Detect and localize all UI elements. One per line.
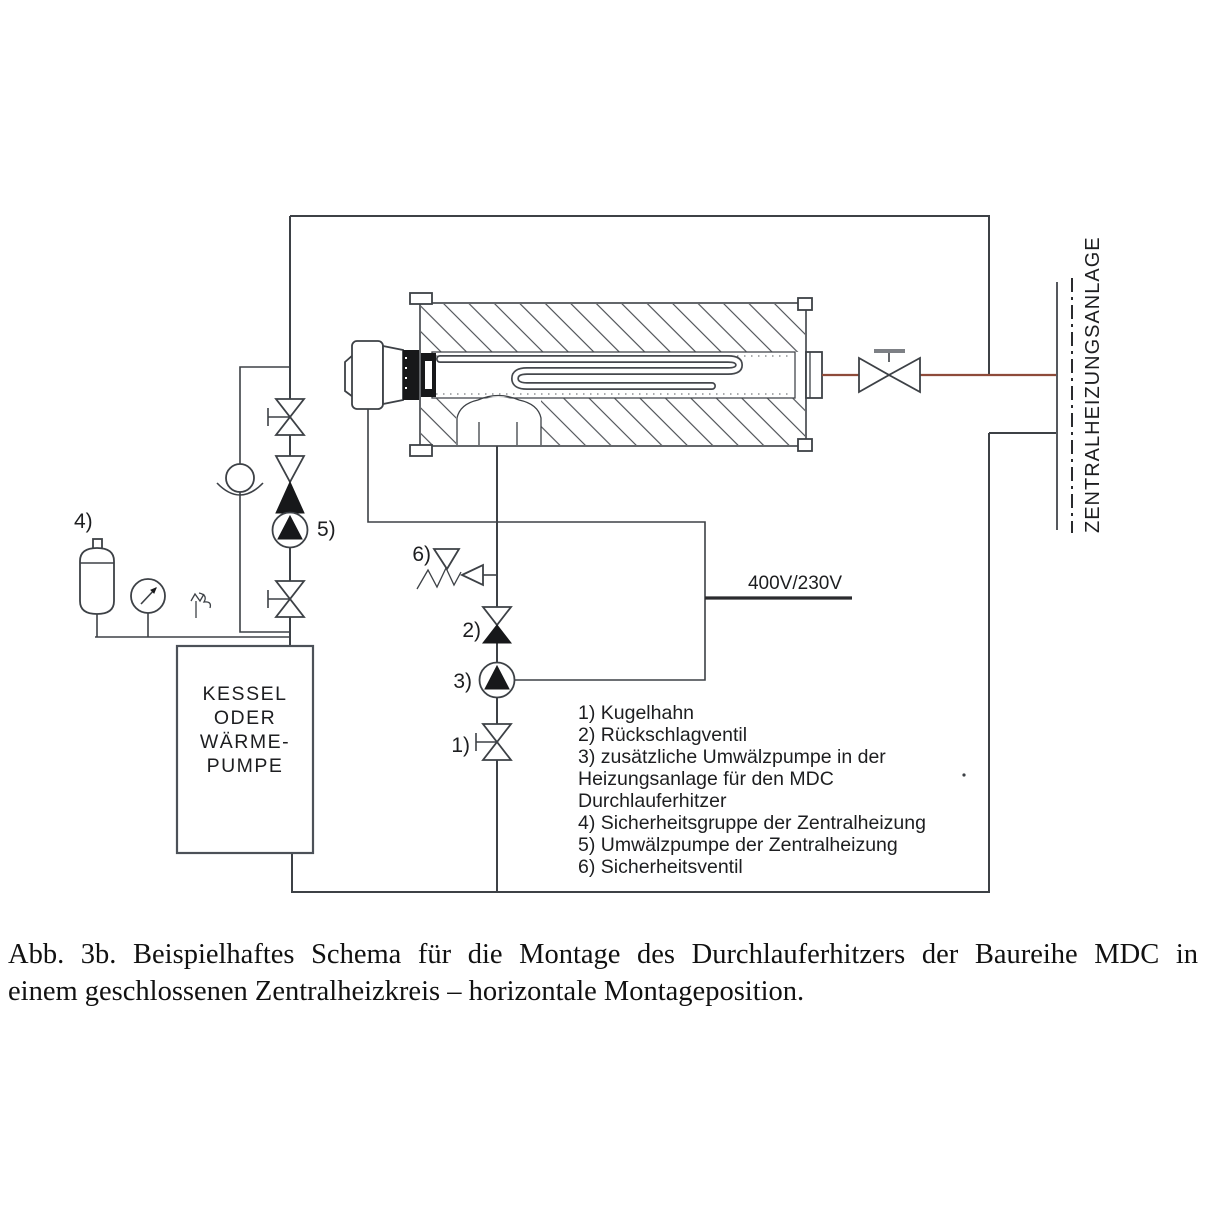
caption-line-2: einem geschlossenen Zentralheizkreis – horizontale Montageposition.: [8, 976, 805, 1007]
ball-valve-outlet: [859, 351, 920, 392]
wall-label: ZENTRALHEIZUNGSANLAGE: [1082, 236, 1104, 533]
air-vent-valve: [191, 593, 210, 618]
legend: [578, 702, 926, 878]
pressure-gauge: [131, 579, 165, 637]
power-label: 400V/230V: [747, 573, 843, 594]
check-valve-2: [483, 607, 511, 643]
boiler-label-1: KESSEL: [202, 683, 288, 705]
expansion-vessel: [80, 539, 114, 637]
boiler-label-3: WÄRME-: [199, 731, 291, 753]
marker-1: 1): [451, 734, 470, 757]
safety-group-header-pipe: [95, 637, 290, 646]
flow-heater-mdc: [345, 293, 822, 456]
sensor-symbol: [217, 464, 263, 495]
boiler-box: [177, 646, 313, 853]
marker-2: 2): [462, 619, 481, 642]
legend-line-8: 6) Sicherheitsventil: [578, 856, 743, 878]
stray-dot: [962, 773, 965, 776]
legend-line-5: Durchlauferhitzer: [578, 790, 727, 812]
legend-line-4: Heizungsanlage für den MDC: [578, 768, 834, 790]
flow-outlet-pipe: [822, 351, 1057, 392]
marker-4: 4): [74, 510, 93, 533]
legend-line-2: 2) Rückschlagventil: [578, 724, 748, 746]
figure-caption: [8, 936, 1198, 1010]
legend-line-1: 1) Kugelhahn: [578, 702, 695, 724]
caption-line-1: Abb. 3b. Beispielhaftes Schema für die Montage des Durchlauferhitzers der Baureihe MDC in: [8, 939, 1198, 970]
circulation-pump-5: [273, 513, 308, 548]
ball-valve-bottom-left: [268, 581, 304, 617]
check-valve-left: [276, 456, 304, 513]
boiler-label-2: ODER: [213, 707, 277, 729]
ball-valve-1: [476, 724, 511, 760]
ball-valve-top-left: [268, 399, 304, 435]
legend-line-6: 4) Sicherheitsgruppe der Zentralheizung: [578, 812, 926, 834]
marker-6: 6): [412, 543, 431, 566]
legend-line-7: 5) Umwälzpumpe der Zentralheizung: [578, 834, 898, 856]
marker-5: 5): [317, 518, 336, 541]
electrical-wiring: [368, 409, 852, 680]
legend-line-3: 3) zusätzliche Umwälzpumpe in der: [578, 746, 886, 768]
marker-3: 3): [453, 670, 472, 693]
circulation-pump-3: [480, 663, 515, 698]
central-heating-boundary: [1057, 236, 1104, 533]
boiler-label-4: PUMPE: [206, 755, 284, 777]
